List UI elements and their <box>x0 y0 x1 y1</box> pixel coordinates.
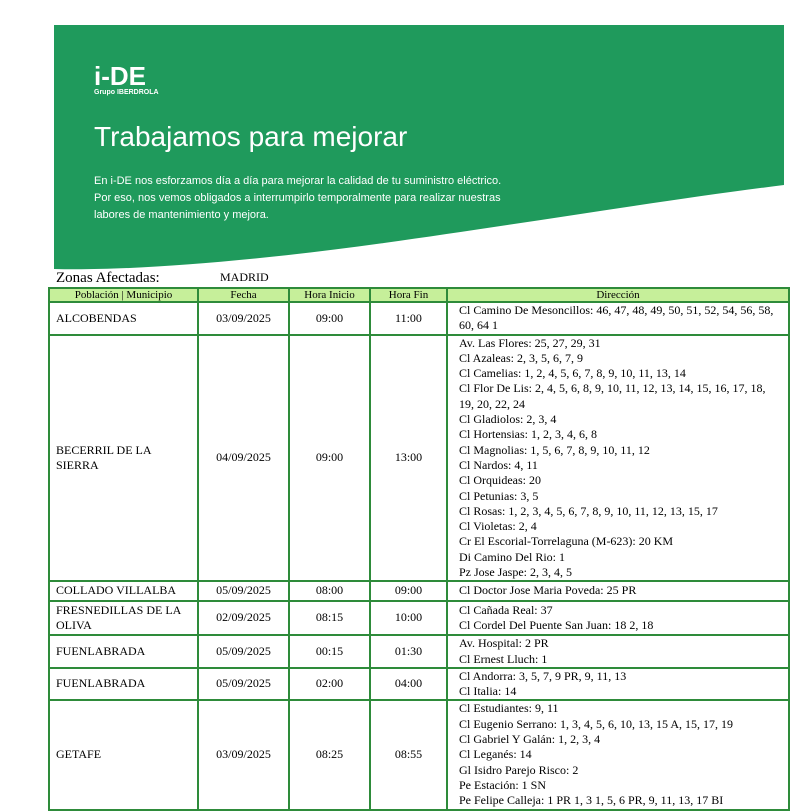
cell-municipio: FRESNEDILLAS DE LA OLIVA <box>49 601 198 636</box>
region-label: MADRID <box>220 270 269 284</box>
address-line: Cl Violetas: 2, 4 <box>459 519 537 534</box>
address-line: Cl Hortensias: 1, 2, 3, 4, 6, 8 <box>459 427 597 442</box>
intro-text: En i-DE nos esforzamos día a día para mejorar la calidad de tu suministro eléctrico. Por eso, nos vemos obligados a interrumpirlo temporalmente para realizar nuestras labores de mantenimiento y mejora. <box>94 175 502 221</box>
cell-fecha: 05/09/2025 <box>198 635 289 668</box>
cell-hora-fin: 01:30 <box>370 635 447 668</box>
cell-direccion <box>447 302 789 335</box>
address-line: Cl Eugenio Serrano: 1, 3, 4, 5, 6, 10, 13, 15 A, 15, 17, 19 <box>459 716 733 731</box>
page-title: Trabajamos para mejorar <box>94 121 408 152</box>
table-row <box>49 302 789 335</box>
address-line: Cl Flor De Lis: 2, 4, 5, 6, 8, 9, 10, 11, 12, 13, 14, 15, 16, 17, 18, 19, 20, 22, 24 <box>459 381 766 411</box>
cell-hora-inicio: 02:00 <box>289 668 370 701</box>
cell-hora-inicio: 09:00 <box>289 302 370 335</box>
address-line: Cl Petunias: 3, 5 <box>459 488 539 503</box>
cell-fecha: 05/09/2025 <box>198 668 289 701</box>
cell-fecha: 02/09/2025 <box>198 601 289 636</box>
cell-fecha: 03/09/2025 <box>198 302 289 335</box>
logo-sub: Grupo IBERDROLA <box>94 89 159 96</box>
cell-hora-fin: 04:00 <box>370 668 447 701</box>
header-hora-inicio: Hora Inicio <box>289 288 370 302</box>
cell-fecha: 03/09/2025 <box>198 700 289 809</box>
table-row <box>49 601 789 636</box>
cell-municipio: FUENLABRADA <box>49 668 198 701</box>
address-line: Cl Gladiolos: 2, 3, 4 <box>459 412 557 427</box>
cell-hora-fin: 08:55 <box>370 700 447 809</box>
cell-municipio: COLLADO VILLALBA <box>49 581 198 600</box>
header-direccion: Dirección <box>447 288 789 302</box>
cell-hora-fin: 11:00 <box>370 302 447 335</box>
ide-logo <box>94 63 159 97</box>
address-line: Cl Italia: 14 <box>459 684 517 699</box>
address-line: Av. Las Flores: 25, 27, 29, 31 <box>459 335 601 350</box>
cell-direccion <box>447 635 789 668</box>
address-line: Pe Estación: 1 SN <box>459 777 546 792</box>
address-line: Cl Leganés: 14 <box>459 747 532 762</box>
address-line: Gl Isidro Parejo Risco: 2 <box>459 762 579 777</box>
cell-hora-fin: 09:00 <box>370 581 447 600</box>
cell-municipio: FUENLABRADA <box>49 635 198 668</box>
table-header-row <box>49 288 789 302</box>
address-line: Cr El Escorial-Torrelaguna (M-623): 20 KM <box>459 534 674 549</box>
address-line: Pe Felipe Calleja: 1 PR 1, 3 1, 5, 6 PR, 9, 11, 13, 17 BI <box>459 793 724 808</box>
cell-hora-inicio: 09:00 <box>289 335 370 582</box>
address-line: Av. Hospital: 2 PR <box>459 636 549 651</box>
address-line: Cl Gabriel Y Galán: 1, 2, 3, 4 <box>459 732 601 747</box>
logo-main: i-DE <box>94 61 146 91</box>
cell-hora-inicio: 08:25 <box>289 700 370 809</box>
cell-municipio: BECERRIL DE LA SIERRA <box>49 335 198 582</box>
address-line: Cl Magnolias: 1, 5, 6, 7, 8, 9, 10, 11, 12 <box>459 442 650 457</box>
cell-municipio: GETAFE <box>49 700 198 809</box>
table-row <box>49 700 789 809</box>
address-line: Di Camino Del Rio: 1 <box>459 549 565 564</box>
header-fecha: Fecha <box>198 288 289 302</box>
cell-municipio: ALCOBENDAS <box>49 302 198 335</box>
address-line: Cl Ernest Lluch: 1 <box>459 651 548 666</box>
cell-hora-fin: 13:00 <box>370 335 447 582</box>
address-line: Cl Camelias: 1, 2, 4, 5, 6, 7, 8, 9, 10, 11, 13, 14 <box>459 366 686 381</box>
cell-direccion <box>447 581 789 600</box>
header-banner <box>54 25 784 275</box>
address-line: Pz Jose Jaspe: 2, 3, 4, 5 <box>459 565 572 580</box>
header-municipio: Población | Municipio <box>49 288 198 302</box>
cell-direccion <box>447 601 789 636</box>
cell-direccion <box>447 668 789 701</box>
cell-hora-inicio: 08:00 <box>289 581 370 600</box>
address-line: Cl Cañada Real: 37 <box>459 602 553 617</box>
table-row <box>49 581 789 600</box>
cell-hora-inicio: 08:15 <box>289 601 370 636</box>
address-line: Cl Rosas: 1, 2, 3, 4, 5, 6, 7, 8, 9, 10, 11, 12, 13, 15, 17 <box>459 503 718 518</box>
cell-direccion <box>447 335 789 582</box>
cell-hora-fin: 10:00 <box>370 601 447 636</box>
address-line: Cl Orquideas: 20 <box>459 473 541 488</box>
address-line: Cl Nardos: 4, 11 <box>459 457 538 472</box>
address-line: Cl Cordel Del Puente San Juan: 18 2, 18 <box>459 617 654 632</box>
cell-hora-inicio: 00:15 <box>289 635 370 668</box>
cell-direccion <box>447 700 789 809</box>
address-line: Cl Doctor Jose Maria Poveda: 25 PR <box>459 583 637 598</box>
zonas-label: Zonas Afectadas: <box>56 270 160 286</box>
table-row <box>49 335 789 582</box>
table-row <box>49 668 789 701</box>
address-line: Cl Azaleas: 2, 3, 5, 6, 7, 9 <box>459 350 583 365</box>
cell-fecha: 04/09/2025 <box>198 335 289 582</box>
outage-table <box>48 287 790 811</box>
header-hora-fin: Hora Fin <box>370 288 447 302</box>
cell-fecha: 05/09/2025 <box>198 581 289 600</box>
address-line: Cl Estudiantes: 9, 11 <box>459 701 559 716</box>
table-row <box>49 635 789 668</box>
address-line: Cl Camino De Mesoncillos: 46, 47, 48, 49, 50, 51, 52, 54, 56, 58, 60, 64 1 <box>459 303 774 333</box>
address-line: Cl Andorra: 3, 5, 7, 9 PR, 9, 11, 13 <box>459 668 627 683</box>
